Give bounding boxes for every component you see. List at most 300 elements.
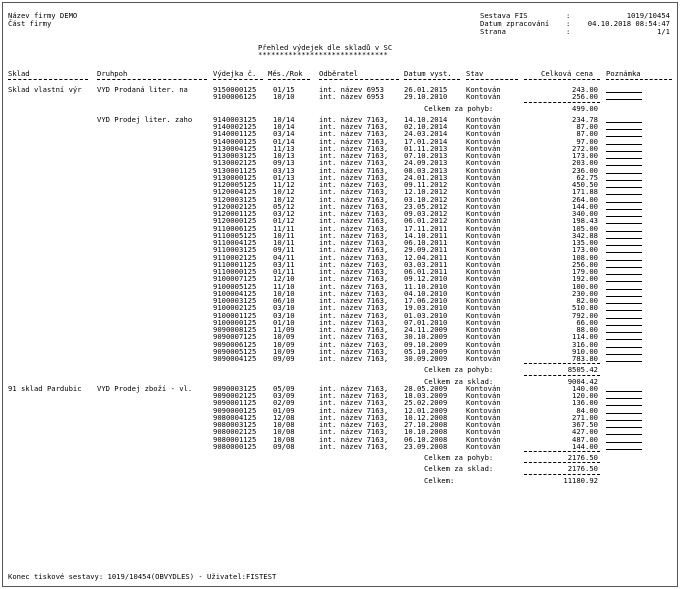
vydejka-number: 9090006125 [213,339,257,349]
mesrok: 01/10 [273,317,295,327]
vydejka-number: 9120002125 [213,201,257,211]
datum-vystaveni: 26.01.2015 [404,85,448,94]
date-colon: : [566,19,571,28]
odberatel: int. název 7163, [319,303,389,313]
col-underline [97,79,207,80]
mesrok: 05/12 [273,201,295,211]
odberatel: int. název 7163, [319,434,389,444]
vydejka-number: 9090003125 [213,383,257,393]
odberatel: int. název 7163, [319,252,389,262]
poznamka-blank [606,152,642,159]
col-underline [466,79,518,80]
odberatel: int. název 7163, [319,412,389,422]
table-row [0,465,680,473]
poznamka-blank [606,232,642,239]
vydejka-number: 9130000125 [213,172,257,182]
celkova-cena: 487.00 [572,434,598,444]
datum-vystaveni: 12.10.2012 [404,187,448,197]
odberatel: int. název 7163, [319,274,389,284]
odberatel: int. název 7163, [319,122,389,131]
datum-vystaveni: 07.10.2013 [404,151,448,160]
celkova-cena: 792.00 [572,310,598,320]
poznamka-blank [606,217,642,224]
celkova-cena: 62.75 [576,172,598,182]
poznamka-blank [606,290,642,297]
datum-vystaveni: 25.02.2009 [404,398,448,408]
vydejka-number: 9110000125 [213,267,257,276]
druhpoh-name: VYD Prodaná liter. na [97,85,188,94]
stav: Kontován [466,85,501,94]
stav: Kontován [466,325,501,334]
stav: Kontován [466,223,501,233]
poznamka-blank [606,399,642,406]
subtotal-pohyb-label: Celkem za pohyb: [424,453,494,462]
datum-vystaveni: 09.03.2012 [404,209,448,218]
stav: Kontován [466,172,501,182]
datum-vystaveni: 17.01.2014 [404,136,448,146]
celkova-cena: 367.50 [572,420,598,429]
mesrok: 10/09 [273,339,295,349]
division-name: Část firmy [8,19,52,28]
celkova-cena: 84.00 [576,405,598,415]
vydejka-number: 9110001125 [213,259,257,269]
odberatel: int. název 7163, [319,165,389,175]
celkova-cena: 173.00 [572,245,598,255]
subtotal-rule [524,102,600,103]
mesrok: 11/11 [273,223,295,233]
celkova-cena: 243.00 [572,85,598,94]
datum-vystaveni: 01.11.2013 [404,143,448,153]
subtotal-pohyb-label: Celkem za pohyb: [424,103,494,113]
datum-vystaveni: 02.10.2014 [404,122,448,131]
vydejka-number: 9090002125 [213,391,257,400]
mesrok: 11/13 [273,143,295,153]
mesrok: 09/08 [273,441,295,451]
odberatel: int. název 7163, [319,136,389,146]
mesrok: 03/11 [273,259,295,269]
datum-vystaveni: 24.03.2014 [404,129,448,139]
vydejka-number: 9120001125 [213,209,257,218]
poznamka-blank [606,283,642,290]
col-druhpoh: Druhpoh [97,69,128,78]
druhpoh-name: VYD Prodej liter. zaho [97,114,193,124]
poznamka-blank [606,254,642,261]
celkova-cena: 82.00 [576,296,598,305]
stav: Kontován [466,383,501,393]
col-mesrok: Měs./Rok [268,69,303,78]
poznamka-blank [606,174,642,181]
datum-vystaveni: 10.10.2008 [404,427,448,437]
mesrok: 09/13 [273,158,295,168]
page-label: Strana [480,27,506,36]
mesrok: 01/11 [273,267,295,276]
datum-vystaveni: 14.10.2011 [404,230,448,240]
report-footer: Konec tiskové sestavy: 1019/10454(OBVYDLES) - Uživatel:FISTEST [8,572,277,581]
stav: Kontován [466,252,501,262]
vydejka-number: 9120005125 [213,180,257,189]
mesrok: 10/08 [273,434,295,444]
odberatel: int. název 7163, [319,332,389,342]
poznamka-blank [606,181,642,188]
col-stav: Stav [466,69,484,78]
mesrok: 10/12 [273,187,295,197]
mesrok: 03/12 [273,209,295,218]
col-datum: Datum vyst. [404,69,452,78]
datum-vystaveni: 03.03.2011 [404,259,448,269]
celkova-cena: 100.00 [572,281,598,291]
odberatel: int. název 7163, [319,310,389,320]
datum-vystaveni: 01.03.2010 [404,310,448,320]
celkova-cena: 427.00 [572,427,598,437]
mesrok: 10/10 [273,92,295,102]
odberatel: int. název 7163, [319,346,389,356]
datum-vystaveni: 23.09.2008 [404,441,448,451]
page-colon: : [566,27,571,36]
date-label: Datum zpracování [480,19,550,28]
odberatel: int. název 7163, [319,288,389,298]
celkova-cena: 910.00 [572,346,598,356]
table-row [0,477,680,485]
report-colon: : [566,11,571,20]
poznamka-blank [606,385,642,392]
stav: Kontován [466,194,501,204]
odberatel: int. název 7163, [319,391,389,400]
odberatel: int. název 7163, [319,441,389,451]
poznamka-blank [606,268,642,275]
poznamka-blank [606,333,642,340]
datum-vystaveni: 10.12.2008 [404,412,448,422]
celkova-cena: 230.00 [572,288,598,298]
stav: Kontován [466,420,501,429]
mesrok: 10/14 [273,122,295,131]
mesrok: 06/10 [273,296,295,305]
grand-total-label: Celkem: [424,475,455,485]
celkova-cena: 105.00 [572,223,598,233]
vydejka-number: 9080001125 [213,434,257,444]
table-row [0,93,680,101]
col-underline [319,79,399,80]
celkova-cena: 264.00 [572,194,598,204]
vydejka-number: 9110004125 [213,238,257,247]
subtotal-rule [524,363,600,364]
odberatel: int. název 7163, [319,114,389,124]
mesrok: 10/09 [273,346,295,356]
stav: Kontován [466,332,501,342]
celkova-cena: 203.00 [572,158,598,168]
poznamka-blank [606,348,642,355]
datum-vystaveni: 18.03.2009 [404,391,448,400]
sklad-name: Sklad vlastní výr [8,85,82,94]
mesrok: 01/13 [273,172,295,182]
datum-vystaveni: 12.01.2009 [404,405,448,415]
col-underline [8,79,88,80]
vydejka-number: 9140003125 [213,114,257,124]
stav: Kontován [466,122,501,131]
odberatel: int. název 7163, [319,281,389,291]
stav: Kontován [466,259,501,269]
stav: Kontován [466,180,501,189]
stav: Kontován [466,136,501,146]
odberatel: int. název 7163, [319,230,389,240]
celkova-cena: 316.00 [572,339,598,349]
mesrok: 11/10 [273,281,295,291]
col-underline [524,79,600,80]
poznamka-blank [606,210,642,217]
vydejka-number: 9120003125 [213,194,257,204]
stav: Kontován [466,339,501,349]
datum-vystaveni: 24.11.2009 [404,325,448,334]
stav: Kontován [466,317,501,327]
table-row [0,454,680,462]
stav: Kontován [466,216,501,226]
poznamka-blank [606,196,642,203]
vydejka-number: 9090005125 [213,346,257,356]
mesrok: 01/15 [273,85,295,94]
vydejka-number: 9100006125 [213,92,257,102]
subtotal-rule [524,451,600,452]
subtotal-pohyb-value: 499.00 [572,103,598,113]
datum-vystaveni: 30.10.2009 [404,332,448,342]
poznamka-blank [606,392,642,399]
stav: Kontován [466,209,501,218]
mesrok: 12/10 [273,274,295,284]
table-row [0,355,680,363]
odberatel: int. název 7163, [319,245,389,255]
poznamka-blank [606,443,642,450]
mesrok: 11/12 [273,180,295,189]
odberatel: int. název 7163, [319,339,389,349]
poznamka-blank [606,414,642,421]
col-sklad: Sklad [8,69,30,78]
col-underline [213,79,263,80]
stav: Kontován [466,427,501,437]
poznamka-blank [606,188,642,195]
stav: Kontován [466,354,501,363]
odberatel: int. název 7163, [319,151,389,160]
stav: Kontován [466,441,501,451]
odberatel: int. název 7163, [319,129,389,139]
celkova-cena: 236.00 [572,165,598,175]
vydejka-number: 9090000125 [213,405,257,415]
datum-vystaveni: 12.04.2011 [404,252,448,262]
poznamka-blank [606,239,642,246]
datum-vystaveni: 08.03.2013 [404,165,448,175]
datum-vystaveni: 09.10.2009 [404,339,448,349]
odberatel: int. název 7163, [319,317,389,327]
poznamka-blank [606,341,642,348]
poznamka-blank [606,123,642,130]
mesrok: 10/12 [273,194,295,204]
celkova-cena: 450.50 [572,180,598,189]
stav: Kontován [466,434,501,444]
col-vydejka: Výdejka č. [213,69,257,78]
vydejka-number: 9140000125 [213,136,257,146]
stav: Kontován [466,114,501,124]
poznamka-blank [606,261,642,268]
odberatel: int. název 7163, [319,405,389,415]
vydejka-number: 9120004125 [213,187,257,197]
mesrok: 10/11 [273,230,295,240]
celkova-cena: 340.00 [572,209,598,218]
stav: Kontován [466,245,501,255]
odberatel: int. název 7163, [319,158,389,168]
poznamka-blank [606,167,642,174]
sklad-name: 91 sklad Pardubic [8,383,82,393]
celkova-cena: 120.00 [572,391,598,400]
celkova-cena: 66.00 [576,317,598,327]
vydejka-number: 9100001125 [213,310,257,320]
mesrok: 09/09 [273,354,295,363]
stav: Kontován [466,143,501,153]
datum-vystaveni: 11.10.2010 [404,281,448,291]
stav: Kontován [466,230,501,240]
odberatel: int. název 7163, [319,143,389,153]
vydejka-number: 9100007125 [213,274,257,284]
vydejka-number: 9090001125 [213,398,257,408]
vydejka-number: 9080000125 [213,441,257,451]
mesrok: 03/10 [273,310,295,320]
datum-vystaveni: 29.09.2011 [404,245,448,255]
mesrok: 03/14 [273,129,295,139]
celkova-cena: 108.00 [572,252,598,262]
datum-vystaveni: 24.09.2013 [404,158,448,168]
datum-vystaveni: 06.10.2011 [404,238,448,247]
vydejka-number: 9080003125 [213,420,257,429]
celkova-cena: 272.00 [572,143,598,153]
vydejka-number: 9100003125 [213,296,257,305]
odberatel: int. název 7163, [319,398,389,408]
odberatel: int. název 7163, [319,383,389,393]
vydejka-number: 9090008125 [213,325,257,334]
col-underline [606,79,672,80]
vydejka-number: 9110003125 [213,245,257,255]
mesrok: 10/08 [273,427,295,437]
poznamka-blank [606,428,642,435]
mesrok: 12/08 [273,412,295,422]
celkova-cena: 88.00 [576,325,598,334]
odberatel: int. název 6953 [319,85,384,94]
datum-vystaveni: 05.10.2009 [404,346,448,356]
vydejka-number: 9090007125 [213,332,257,342]
celkova-cena: 198.43 [572,216,598,226]
mesrok: 04/11 [273,252,295,262]
celkova-cena: 171.88 [572,187,598,197]
vydejka-number: 9130002125 [213,158,257,168]
poznamka-blank [606,421,642,428]
celkova-cena: 256.00 [572,259,598,269]
odberatel: int. název 7163, [319,216,389,226]
poznamka-blank [606,275,642,282]
celkova-cena: 97.00 [576,136,598,146]
mesrok: 01/14 [273,136,295,146]
datum-vystaveni: 24.01.2013 [404,172,448,182]
stav: Kontován [466,398,501,408]
odberatel: int. název 7163, [319,209,389,218]
datum-vystaveni: 28.05.2009 [404,383,448,393]
stav: Kontován [466,201,501,211]
odberatel: int. název 7163, [319,172,389,182]
datum-vystaveni: 06.01.2011 [404,267,448,276]
vydejka-number: 9080004125 [213,412,257,422]
celkova-cena: 783.80 [572,354,598,363]
poznamka-blank [606,145,642,152]
vydejka-number: 9140001125 [213,129,257,139]
report-title: Přehled výdejek dle skladů v SC [258,43,393,52]
stav: Kontován [466,391,501,400]
vydejka-number: 9110005125 [213,230,257,240]
subtotal-rule [524,474,600,475]
poznamka-blank [606,319,642,326]
celkova-cena: 342.88 [572,230,598,240]
table-row [0,366,680,374]
stav: Kontován [466,412,501,422]
odberatel: int. název 7163, [319,427,389,437]
odberatel: int. název 7163, [319,267,389,276]
subtotal-sklad-value: 2176.50 [567,464,598,474]
stav: Kontován [466,296,501,305]
celkova-cena: 179.00 [572,267,598,276]
vydejka-number: 9140002125 [213,122,257,131]
stav: Kontován [466,310,501,320]
mesrok: 05/09 [273,383,295,393]
poznamka-blank [606,138,642,145]
celkova-cena: 87.00 [576,122,598,131]
stav: Kontován [466,158,501,168]
mesrok: 11/09 [273,325,295,334]
vydejka-number: 9090004125 [213,354,257,363]
vydejka-number: 9130003125 [213,151,257,160]
stav: Kontován [466,187,501,197]
vydejka-number: 9120000125 [213,216,257,226]
datum-vystaveni: 23.05.2012 [404,201,448,211]
poznamka-blank [606,246,642,253]
celkova-cena: 234.78 [572,114,598,124]
datum-vystaveni: 09.12.2010 [404,274,448,284]
subtotal-sklad-label: Celkem za sklad: [424,376,494,386]
celkova-cena: 136.00 [572,398,598,408]
report-label: Sestava FIS [480,11,528,20]
datum-vystaveni: 09.11.2012 [404,180,448,189]
vydejka-number: 9130004125 [213,143,257,153]
poznamka-blank [606,159,642,166]
page-value: 1/1 [657,27,670,36]
odberatel: int. název 7163, [319,238,389,247]
odberatel: int. název 7163, [319,420,389,429]
celkova-cena: 87.00 [576,129,598,139]
datum-vystaveni: 03.10.2012 [404,194,448,204]
vydejka-number: 9080002125 [213,427,257,437]
datum-vystaveni: 19.03.2010 [404,303,448,313]
celkova-cena: 144.00 [572,201,598,211]
datum-vystaveni: 29.10.2010 [404,92,448,102]
celkova-cena: 144.00 [572,441,598,451]
mesrok: 10/09 [273,332,295,342]
datum-vystaveni: 30.09.2009 [404,354,448,363]
odberatel: int. název 7163, [319,223,389,233]
datum-vystaveni: 14.10.2014 [404,114,448,124]
date-value: 04.10.2018 08:54:47 [587,19,670,28]
mesrok: 02/09 [273,398,295,408]
report-value: 1019/10454 [626,11,670,20]
celkova-cena: 510.80 [572,303,598,313]
poznamka-blank [606,93,642,100]
celkova-cena: 173.00 [572,151,598,160]
col-poznamka: Poznámka [606,69,641,78]
mesrok: 10/11 [273,238,295,247]
poznamka-blank [606,203,642,210]
datum-vystaveni: 06.10.2008 [404,434,448,444]
subtotal-sklad-value: 9004.42 [567,376,598,386]
